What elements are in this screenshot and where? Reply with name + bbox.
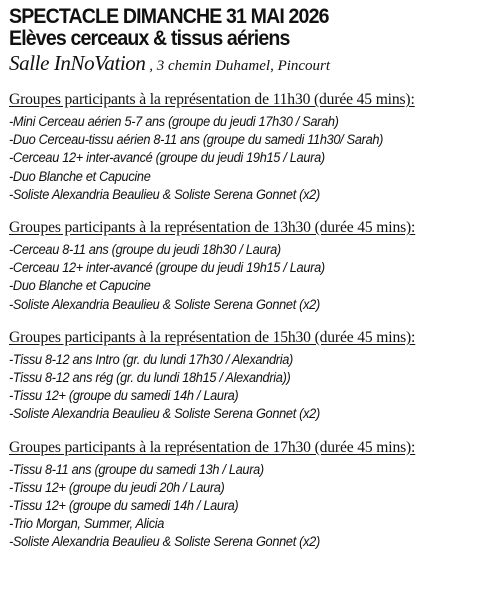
group-item: -Tissu 8-12 ans Intro (gr. du lundi 17h30 / Alexandria) [9, 351, 293, 368]
group-item: -Cerceau 8-11 ans (groupe du jeudi 18h30 / Laura) [9, 242, 281, 259]
group-item: -Mini Cerceau aérien 5-7 ans (groupe du jeudi 17h30 / Sarah) [9, 114, 339, 130]
group-item: -Trio Morgan, Summer, Alicia [9, 516, 165, 533]
group-item: -Soliste Alexandria Beaulieu & Soliste Serena Gonnet (x2) [9, 534, 320, 551]
group-item: -Tissu 8-12 ans rég (gr. du lundi 18h15 / Alexandria)) [9, 370, 291, 387]
group-item: -Duo Blanche et Capucine [9, 278, 151, 295]
group-item: -Tissu 12+ (groupe du samedi 14h / Laura) [9, 388, 239, 405]
group-list [7, 351, 490, 424]
section-heading: Groupes participants à la représentation de 17h30 (durée 45 mins): [9, 438, 416, 456]
group-list [7, 113, 490, 204]
group-item: -Duo Blanche et Capucine [9, 168, 151, 185]
section-11h30 [7, 90, 490, 204]
group-list [7, 461, 490, 552]
page-title: SPECTACLE DIMANCHE 31 MAI 2026 [9, 5, 329, 28]
group-item: -Tissu 12+ (groupe du samedi 14h / Laura) [9, 498, 239, 515]
section-15h30 [7, 328, 490, 424]
section-13h30 [7, 218, 490, 314]
group-item: -Duo Cerceau-tissu aérien 8-11 ans (groupe du samedi 11h30/ Sarah) [9, 132, 384, 149]
group-item: -Soliste Alexandria Beaulieu & Soliste Serena Gonnet (x2) [9, 186, 320, 203]
group-item: -Tissu 12+ (groupe du jeudi 20h / Laura) [9, 479, 225, 496]
group-item: -Soliste Alexandria Beaulieu & Soliste Serena Gonnet (x2) [9, 406, 320, 423]
section-heading: Groupes participants à la représentation de 13h30 (durée 45 mins): [9, 219, 416, 237]
group-item: -Soliste Alexandria Beaulieu & Soliste Serena Gonnet (x2) [9, 296, 320, 313]
group-item: -Tissu 8-11 ans (groupe du samedi 13h / Laura) [9, 461, 264, 478]
section-17h30 [7, 438, 490, 552]
venue-name: Salle InNoVation [9, 51, 146, 75]
page-subtitle: Elèves cerceaux & tissus aériens [9, 27, 290, 50]
venue-address: , 3 chemin Duhamel, Pincourt [145, 58, 331, 74]
venue-line [9, 51, 490, 76]
group-item: -Cerceau 12+ inter-avancé (groupe du jeudi 19h15 / Laura) [9, 150, 325, 167]
section-heading: Groupes participants à la représentation de 15h30 (durée 45 mins): [9, 328, 416, 346]
section-heading: Groupes participants à la représentation de 11h30 (durée 45 mins): [9, 91, 415, 108]
group-item: -Cerceau 12+ inter-avancé (groupe du jeudi 19h15 / Laura) [9, 260, 325, 277]
group-list [7, 241, 490, 314]
